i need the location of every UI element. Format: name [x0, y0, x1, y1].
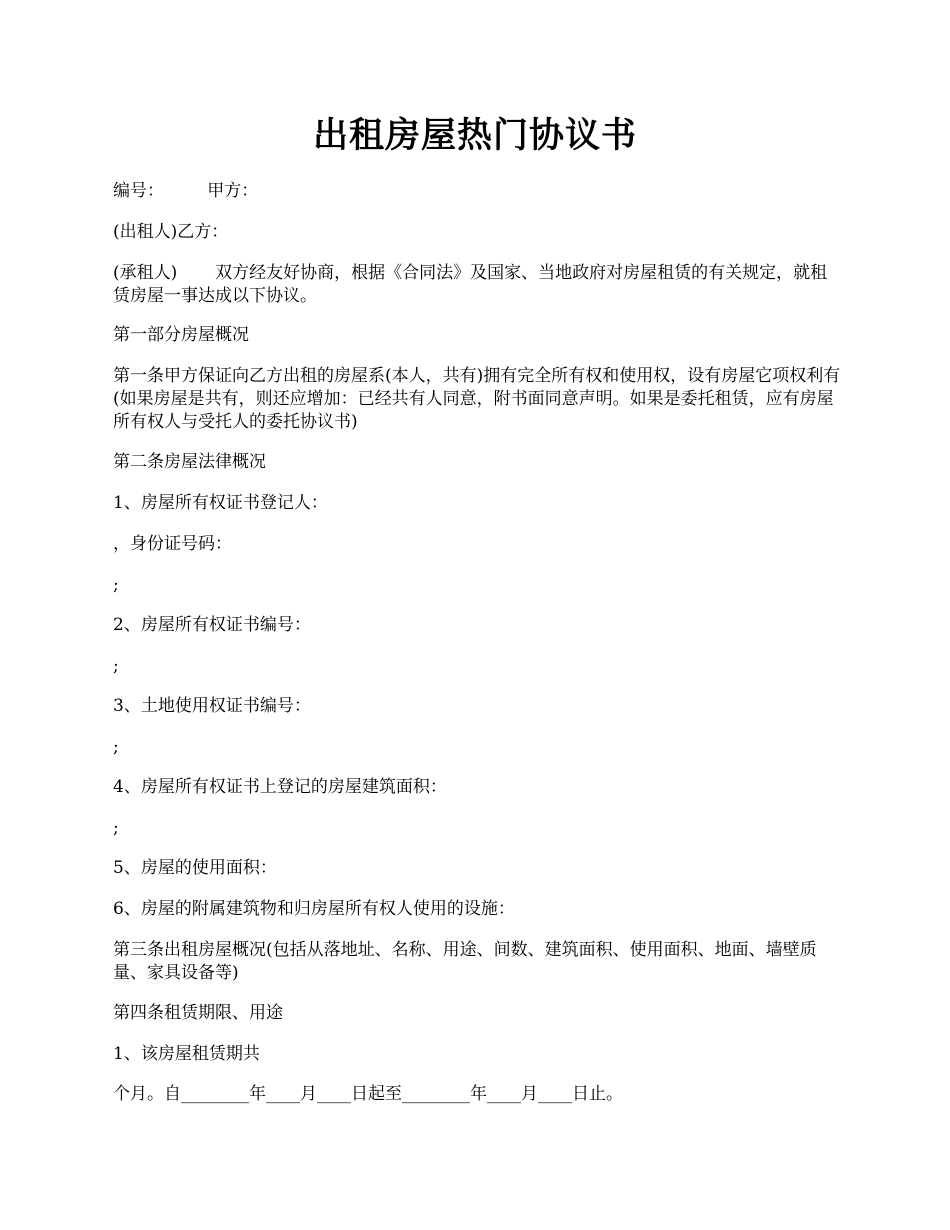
paragraph-lessor-party-b: (出租人)乙方：: [113, 222, 229, 242]
paragraph-part-one-heading: 第一部分房屋概况: [113, 325, 249, 345]
paragraph-agreement-intro: (承租人) 双方经友好协商，根据《合同法》及国家、当地政府对房屋租赁的有关规定，就租赁房屋一事达成以下协议。: [113, 263, 828, 306]
paragraph-item-3: 3、土地使用权证书编号：: [113, 696, 311, 716]
document-title: 出租房屋热门协议书: [312, 115, 637, 156]
paragraph-item-4: 4、房屋所有权证书上登记的房屋建筑面积：: [113, 777, 447, 797]
paragraph-article-one: 第一条甲方保证向乙方出租的房屋系(本人，共有)拥有完全所有权和使用权，设有房屋它项权利有 (如果房屋是共有，则还应增加：已经共有人同意，附书面同意声明。如果是委托租赁，应有房屋所有权人与受托人的委托协议书): [113, 366, 879, 432]
paragraph-number-party-a: 编号： 甲方：: [113, 181, 259, 201]
paragraph-item-1: 1、房屋所有权证书登记人：: [113, 493, 328, 513]
paragraph-item-6: 6、房屋的附属建筑物和归房屋所有权人使用的设施：: [113, 899, 515, 919]
paragraph-lease-term: 1、该房屋租赁期共: [113, 1044, 260, 1064]
paragraph-id-number: ，身份证号码：: [113, 534, 232, 554]
paragraph-lease-dates: 个月。自________年____月____日起至________年____月____日止。: [113, 1084, 623, 1104]
paragraph-semicolon: ;: [113, 656, 119, 676]
paragraph-item-5: 5、房屋的使用面积：: [113, 858, 277, 878]
paragraph-article-four-heading: 第四条租赁期限、用途: [113, 1003, 283, 1023]
paragraph-article-three: 第三条出租房屋概况(包括从落地址、名称、用途、间数、建筑面积、使用面积、地面、墙壁质量、家具设备等): [113, 940, 817, 983]
paragraph-semicolon: ;: [113, 575, 119, 595]
paragraph-semicolon: ;: [113, 818, 119, 838]
paragraph-item-2: 2、房屋所有权证书编号：: [113, 615, 311, 635]
paragraph-semicolon: ;: [113, 737, 119, 757]
paragraph-article-two-heading: 第二条房屋法律概况: [113, 452, 266, 472]
